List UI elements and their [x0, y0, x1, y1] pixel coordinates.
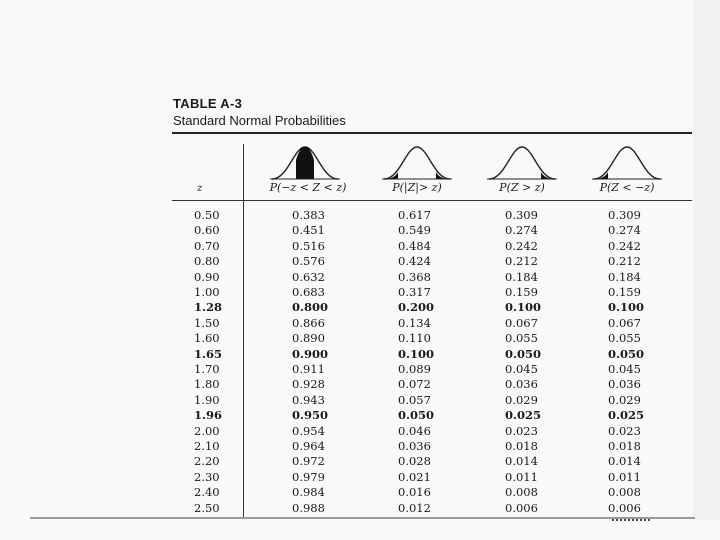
two-tail-probability: 0.046 — [398, 423, 431, 438]
bell-curve-two-tails-icon — [382, 143, 452, 181]
lower-tail-probability: 0.242 — [608, 238, 641, 253]
two-tail-probability: 0.089 — [398, 362, 431, 376]
upper-tail-probability: 0.159 — [505, 285, 538, 299]
central-probability: 0.964 — [292, 439, 325, 453]
upper-tail-probability: 0.055 — [505, 331, 538, 346]
z-value: 1.70 — [194, 362, 220, 376]
bell-curve-right-tail-icon — [487, 143, 557, 181]
two-tail-probability: 0.021 — [398, 469, 431, 484]
z-value: 0.70 — [194, 238, 220, 253]
lower-tail-probability: 0.184 — [608, 269, 641, 284]
lower-tail-probability: 0.055 — [608, 331, 641, 346]
upper-tail-probability: 0.018 — [505, 439, 538, 453]
z-value: 2.40 — [194, 485, 220, 500]
upper-tail-probability: 0.045 — [505, 362, 538, 376]
two-tail-probability: 0.200 — [398, 300, 435, 315]
upper-tail-probability: 0.242 — [505, 238, 538, 253]
z-value: 1.80 — [194, 377, 220, 392]
table-row — [0, 424, 720, 439]
lower-tail-probability: 0.008 — [608, 485, 641, 500]
central-probability: 0.383 — [292, 208, 325, 222]
header-rule — [172, 200, 692, 201]
z-value: 1.00 — [194, 285, 220, 299]
table-subtitle: Standard Normal Probabilities — [173, 113, 346, 128]
central-probability: 0.516 — [292, 238, 325, 253]
table-row — [0, 208, 720, 223]
lower-tail-probability: 0.100 — [608, 300, 645, 315]
central-probability: 0.943 — [292, 392, 325, 407]
table-title: TABLE A-3 — [173, 96, 243, 111]
two-tail-probability: 0.549 — [398, 223, 431, 238]
central-probability: 0.800 — [292, 300, 329, 315]
table-row — [0, 316, 720, 331]
z-value: 1.65 — [194, 346, 223, 361]
lower-tail-probability: 0.045 — [608, 362, 641, 376]
two-tail-probability: 0.028 — [398, 454, 431, 469]
z-value: 0.90 — [194, 269, 220, 284]
two-tail-probability: 0.057 — [398, 392, 431, 407]
table-row — [0, 470, 720, 485]
two-tail-probability: 0.317 — [398, 285, 431, 299]
table-row — [0, 300, 720, 315]
lower-tail-probability: 0.212 — [608, 254, 641, 269]
lower-tail-probability: 0.023 — [608, 423, 641, 438]
column-header-upper-tail: P(Z > z) — [499, 181, 545, 194]
central-probability: 0.954 — [292, 423, 325, 438]
upper-tail-probability: 0.014 — [505, 454, 538, 469]
two-tail-probability: 0.110 — [398, 331, 431, 346]
table-row — [0, 362, 720, 377]
upper-tail-probability: 0.100 — [505, 300, 542, 315]
upper-tail-probability: 0.309 — [505, 208, 538, 222]
upper-tail-probability: 0.008 — [505, 485, 538, 500]
upper-tail-probability: 0.011 — [505, 469, 538, 484]
upper-tail-probability: 0.067 — [505, 315, 538, 330]
table-row — [0, 223, 720, 238]
table-row — [0, 239, 720, 254]
central-probability: 0.928 — [292, 377, 325, 392]
upper-tail-probability: 0.006 — [505, 500, 538, 515]
z-value: 2.50 — [194, 500, 220, 515]
column-header-two-tail: P(|Z|> z) — [392, 181, 442, 194]
z-value: 1.60 — [194, 331, 220, 346]
z-value: 0.50 — [194, 208, 220, 222]
z-value: 1.90 — [194, 392, 220, 407]
two-tail-probability: 0.484 — [398, 238, 431, 253]
central-probability: 0.979 — [292, 469, 325, 484]
upper-tail-probability: 0.023 — [505, 423, 538, 438]
column-header-z: z — [197, 183, 203, 194]
column-header-central: P(−z < Z < z) — [269, 181, 347, 194]
two-tail-probability: 0.134 — [398, 315, 431, 330]
z-value: 0.60 — [194, 223, 220, 238]
two-tail-probability: 0.072 — [398, 377, 431, 392]
cut-off-row-fragment — [612, 519, 650, 522]
lower-tail-probability: 0.274 — [608, 223, 641, 238]
lower-tail-probability: 0.159 — [608, 285, 641, 299]
two-tail-probability: 0.050 — [398, 408, 435, 423]
two-tail-probability: 0.424 — [398, 254, 431, 269]
lower-tail-probability: 0.050 — [608, 346, 645, 361]
table-row — [0, 331, 720, 346]
central-probability: 0.950 — [292, 408, 329, 423]
lower-tail-probability: 0.014 — [608, 454, 641, 469]
two-tail-probability: 0.016 — [398, 485, 431, 500]
upper-tail-probability: 0.212 — [505, 254, 538, 269]
table-row — [0, 439, 720, 454]
two-tail-probability: 0.617 — [398, 208, 431, 222]
table-row — [0, 270, 720, 285]
page-bottom-edge — [30, 517, 695, 519]
central-probability: 0.972 — [292, 454, 325, 469]
lower-tail-probability: 0.036 — [608, 377, 641, 392]
table-row — [0, 285, 720, 300]
lower-tail-probability: 0.011 — [608, 469, 641, 484]
central-probability: 0.890 — [292, 331, 325, 346]
z-value: 1.28 — [194, 300, 223, 315]
table-row — [0, 254, 720, 269]
central-probability: 0.451 — [292, 223, 325, 238]
central-probability: 0.984 — [292, 485, 325, 500]
table-row — [0, 454, 720, 469]
bell-curve-center-shaded-icon — [270, 143, 340, 181]
table-row — [0, 485, 720, 500]
lower-tail-probability: 0.309 — [608, 208, 641, 222]
upper-tail-probability: 0.050 — [505, 346, 542, 361]
upper-tail-probability: 0.274 — [505, 223, 538, 238]
lower-tail-probability: 0.006 — [608, 500, 641, 515]
central-probability: 0.866 — [292, 315, 325, 330]
z-value: 2.10 — [194, 439, 220, 453]
two-tail-probability: 0.036 — [398, 439, 431, 453]
table-row — [0, 501, 720, 516]
table-row — [0, 377, 720, 392]
central-probability: 0.683 — [292, 285, 325, 299]
bell-curve-left-tail-icon — [592, 143, 662, 181]
central-probability: 0.911 — [292, 362, 325, 376]
lower-tail-probability: 0.029 — [608, 392, 641, 407]
z-value: 1.96 — [194, 408, 223, 423]
central-probability: 0.576 — [292, 254, 325, 269]
z-value: 2.20 — [194, 454, 220, 469]
z-value: 1.50 — [194, 315, 220, 330]
z-value: 2.30 — [194, 469, 220, 484]
z-value: 0.80 — [194, 254, 220, 269]
upper-tail-probability: 0.184 — [505, 269, 538, 284]
upper-tail-probability: 0.036 — [505, 377, 538, 392]
central-probability: 0.900 — [292, 346, 329, 361]
table-row — [0, 347, 720, 362]
table-row — [0, 408, 720, 423]
top-rule — [172, 132, 692, 134]
column-header-lower-tail: P(Z < −z) — [599, 181, 655, 194]
table-row — [0, 393, 720, 408]
central-probability: 0.988 — [292, 500, 325, 515]
lower-tail-probability: 0.067 — [608, 315, 641, 330]
lower-tail-probability: 0.025 — [608, 408, 645, 423]
z-value: 2.00 — [194, 423, 220, 438]
two-tail-probability: 0.368 — [398, 269, 431, 284]
upper-tail-probability: 0.025 — [505, 408, 542, 423]
two-tail-probability: 0.100 — [398, 346, 435, 361]
upper-tail-probability: 0.029 — [505, 392, 538, 407]
lower-tail-probability: 0.018 — [608, 439, 641, 453]
two-tail-probability: 0.012 — [398, 500, 431, 515]
central-probability: 0.632 — [292, 269, 325, 284]
